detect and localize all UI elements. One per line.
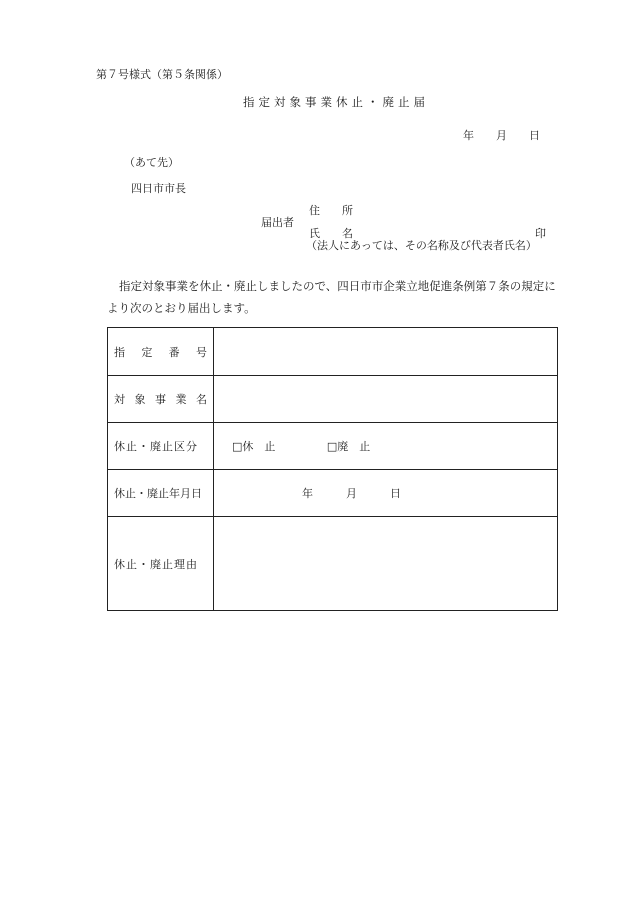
- label-char: 指: [114, 345, 125, 359]
- seal-mark: 印: [535, 227, 546, 240]
- addressee-label: （あて先）: [124, 156, 179, 169]
- label-text: 休止・廃止理由: [114, 557, 198, 571]
- date-placeholder: 年 月 日: [302, 487, 401, 500]
- label-char: 業: [175, 393, 187, 406]
- row-label-business-name: [108, 376, 214, 423]
- table-row: [108, 423, 558, 470]
- row-label-date: [108, 470, 214, 517]
- designation-number-field[interactable]: [214, 328, 558, 376]
- category-field: [214, 423, 558, 470]
- label-text: 休止・廃止区分: [114, 440, 198, 453]
- label-char: 定: [141, 345, 153, 359]
- address-label: 住 所: [309, 204, 353, 217]
- submission-date: 年 月 日: [463, 129, 540, 142]
- abolish-checkbox[interactable]: □廃 止: [326, 440, 371, 453]
- table-row: [108, 517, 558, 611]
- table-row: [108, 376, 558, 423]
- table-row: [108, 470, 558, 517]
- body-line-2: より次のとおり届出します。: [107, 301, 256, 315]
- label-char: 号: [195, 345, 207, 359]
- label-char: 対: [114, 393, 125, 406]
- label-char: 名: [196, 393, 207, 406]
- document-title: 指定対象事業休止・廃止届: [243, 95, 429, 109]
- table-row: [108, 328, 558, 376]
- row-label-reason: [108, 517, 214, 611]
- name-label: 氏 名: [309, 227, 353, 240]
- notification-table: [107, 327, 558, 611]
- suspend-checkbox[interactable]: □休 止: [232, 440, 276, 453]
- label-char: 象: [134, 393, 146, 406]
- date-field[interactable]: [214, 470, 558, 517]
- applicant-label: 届出者: [261, 216, 294, 229]
- label-char: 番: [168, 345, 180, 359]
- business-name-field[interactable]: [214, 376, 558, 423]
- corporation-note: （法人にあっては、その名称及び代表者氏名）: [306, 239, 537, 252]
- row-label-designation-number: [108, 328, 214, 376]
- addressee-name: 四日市市長: [131, 182, 186, 195]
- reason-field[interactable]: [214, 517, 558, 611]
- label-text: 休止・廃止年月日: [114, 487, 202, 500]
- form-number: 第７号様式（第５条関係）: [96, 68, 228, 81]
- body-line-1: 指定対象事業を休止・廃止しましたので、四日市市企業立地促進条例第７条の規定に: [119, 279, 556, 293]
- label-char: 事: [155, 393, 166, 406]
- row-label-category: [108, 423, 214, 470]
